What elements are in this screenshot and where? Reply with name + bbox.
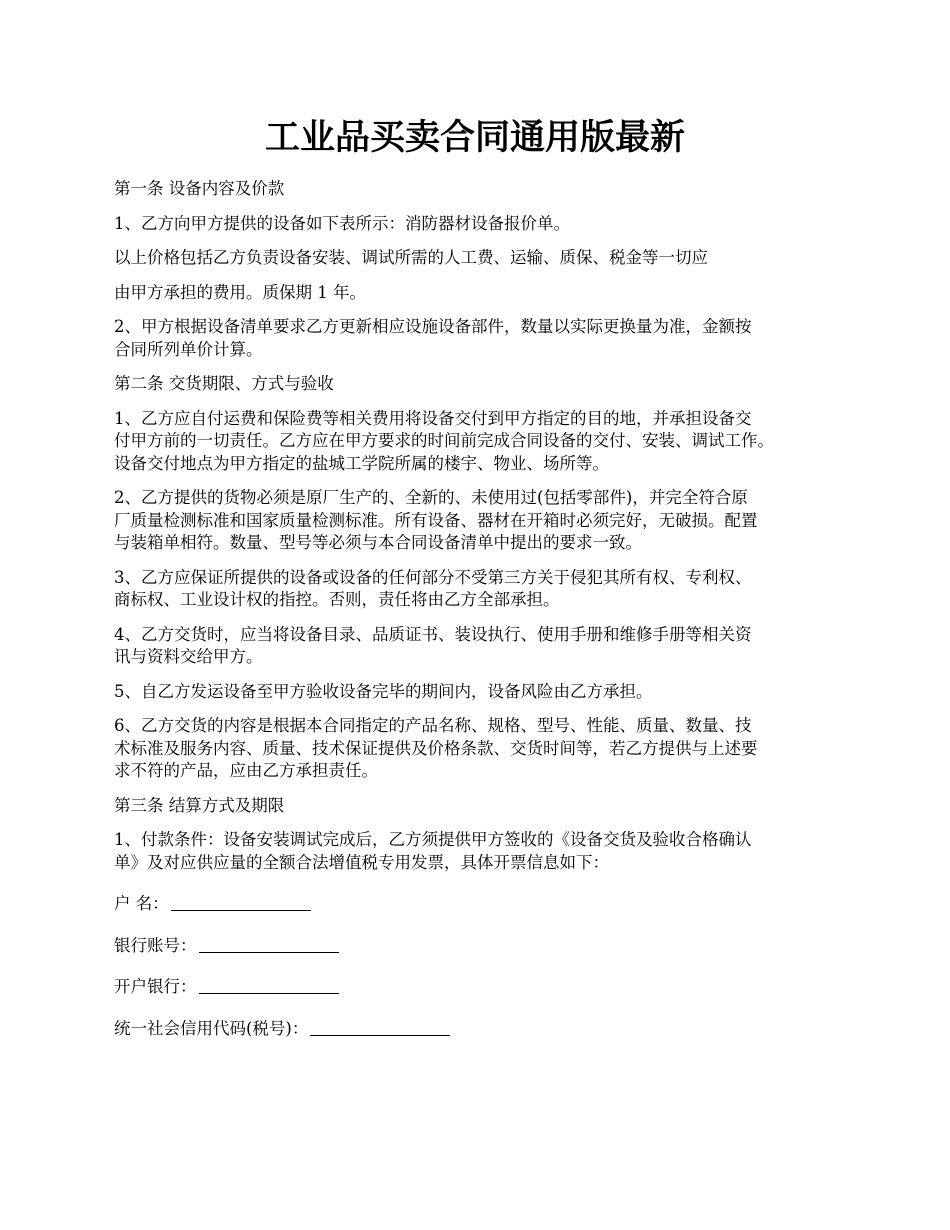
bank-account-field (114, 935, 854, 958)
bank-account-blank (199, 936, 339, 953)
account-name-label: 户 名： (114, 894, 169, 913)
account-name-blank (171, 894, 311, 911)
paragraph: 2、乙方提供的货物必须是原厂生产的、全新的、未使用过(包括零部件)，并完全符合原 厂质量检测标准和国家质量检测标准。所有设备、器材在开箱时必须完好，无破损。配置 与装箱单相符。数量、型号等必须与本合同设备清单中提出的要求一致。 (114, 488, 758, 552)
document-body (114, 178, 854, 1059)
paragraph: 由甲方承担的费用。质保期 1 年。 (114, 282, 366, 302)
bank-name-blank (199, 977, 339, 994)
credit-code-field (114, 1018, 854, 1041)
bank-account-label: 银行账号： (114, 935, 197, 955)
section-3-heading: 第三条 结算方式及期限 (114, 795, 285, 815)
paragraph: 1、乙方向甲方提供的设备如下表所示：消防器材设备报价单。 (114, 213, 570, 233)
bank-name-label: 开户银行： (114, 977, 197, 996)
paragraph: 1、乙方应自付运费和保险费等相关费用将设备交付到甲方指定的目的地，并承担设备交 付甲方前的一切责任。乙方应在甲方要求的时间前完成合同设备的交付、安装、调试工作。 设备交付地点为甲方指定的盐城工学院所属的楼宇、物业、场所等。 (114, 408, 774, 473)
paragraph: 6、乙方交货的内容是根据本合同指定的产品名称、规格、型号、性能、质量、数量、技 术标准及服务内容、质量、技术保证提供及价格条款、交货时间等，若乙方提供与上述要 求不符的产品，应由乙方承担责任。 (114, 716, 758, 780)
account-name-field (114, 893, 854, 916)
paragraph: 3、乙方应保证所提供的设备或设备的任何部分不受第三方关于侵犯其所有权、专利权、 商标权、工业设计权的指控。否则，责任将由乙方全部承担。 (114, 567, 752, 609)
bank-name-field (114, 976, 854, 999)
paragraph: 4、乙方交货时，应当将设备目录、品质证书、装设执行、使用手册和维修手册等相关资 讯与资料交给甲方。 (114, 624, 752, 666)
section-2-heading: 第二条 交货期限、方式与验收 (114, 374, 334, 393)
credit-code-label: 统一社会信用代码(税号)： (114, 1018, 309, 1038)
credit-code-blank (310, 1019, 450, 1036)
paragraph: 1、付款条件：设备安装调试完成后，乙方须提供甲方签收的《设备交货及验收合格确认 单》及对应供应量的全额合法增值税专用发票，具体开票信息如下： (114, 830, 752, 872)
paragraph: 2、甲方根据设备清单要求乙方更新相应设施设备部件，数量以实际更换量为准，金额按 合同所列单价计算。 (114, 317, 752, 359)
paragraph: 5、自乙方发运设备至甲方验收设备完毕的期间内，设备风险由乙方承担。 (114, 681, 653, 701)
paragraph: 以上价格包括乙方负责设备安装、调试所需的人工费、运输、质保、税金等一切应 (114, 248, 708, 267)
section-1-heading: 第一条 设备内容及价款 (114, 179, 285, 198)
document-title: 工业品买卖合同通用版最新 (264, 117, 685, 158)
